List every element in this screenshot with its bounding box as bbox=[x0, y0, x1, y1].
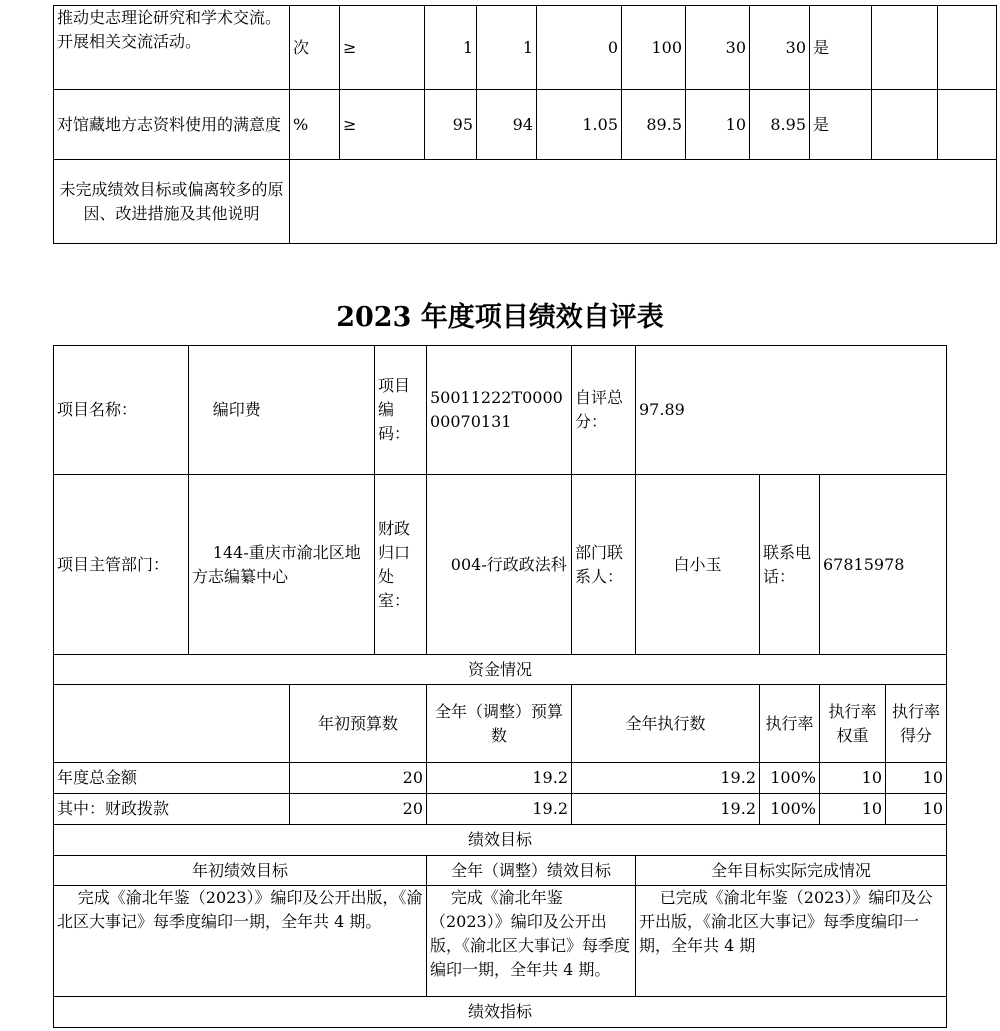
funds-row-label: 其中：财政拨款 bbox=[54, 794, 290, 825]
goals-header: 全年目标实际完成情况 bbox=[636, 856, 947, 886]
indicator-met: 是 bbox=[810, 90, 872, 160]
indicator-extra-2 bbox=[938, 90, 997, 160]
goals-header-row bbox=[54, 856, 947, 886]
funds-cell: 19.2 bbox=[572, 763, 760, 794]
project-name-value: 编印费 bbox=[189, 346, 375, 475]
indicator-actual: 94 bbox=[477, 90, 537, 160]
self-evaluation-table bbox=[53, 345, 947, 1028]
funds-header-row bbox=[54, 685, 947, 763]
funds-header: 执行率得分 bbox=[886, 685, 947, 763]
indicator-met: 是 bbox=[810, 6, 872, 90]
indicator-deviation: 1.05 bbox=[537, 90, 622, 160]
project-code-label: 项目编码： bbox=[375, 346, 427, 475]
indicator-actual: 1 bbox=[477, 6, 537, 90]
indicator-target: 1 bbox=[425, 6, 477, 90]
indicator-extra-2 bbox=[938, 6, 997, 90]
funds-cell: 100% bbox=[760, 763, 820, 794]
funds-row bbox=[54, 763, 947, 794]
funds-header-blank bbox=[54, 685, 290, 763]
reason-label: 未完成绩效目标或偏离较多的原因、改进措施及其他说明 bbox=[54, 160, 290, 244]
indicator-unit: % bbox=[290, 90, 340, 160]
department-label: 项目主管部门： bbox=[54, 475, 189, 655]
funds-cell: 20 bbox=[290, 794, 427, 825]
score-label: 自评总分： bbox=[572, 346, 636, 475]
funds-cell: 10 bbox=[820, 794, 886, 825]
indicator-score: 8.95 bbox=[750, 90, 810, 160]
funds-cell: 19.2 bbox=[427, 763, 572, 794]
goals-header: 全年（调整）绩效目标 bbox=[427, 856, 636, 886]
funds-section-title: 资金情况 bbox=[54, 655, 947, 685]
funds-section-row bbox=[54, 655, 947, 685]
indicator-weight: 30 bbox=[686, 6, 750, 90]
funds-header: 执行率 bbox=[760, 685, 820, 763]
contact-value: 白小玉 bbox=[636, 475, 760, 655]
goals-section-row bbox=[54, 825, 947, 856]
reason-value bbox=[290, 160, 997, 244]
funds-cell: 100% bbox=[760, 794, 820, 825]
phone-value: 67815978 bbox=[820, 475, 947, 655]
funds-cell: 20 bbox=[290, 763, 427, 794]
indicator-weight: 10 bbox=[686, 90, 750, 160]
funds-header: 全年（调整）预算数 bbox=[427, 685, 572, 763]
funds-cell: 10 bbox=[820, 763, 886, 794]
indicator-extra-1 bbox=[872, 90, 938, 160]
indicator-rate: 100 bbox=[622, 6, 686, 90]
department-info-row bbox=[54, 475, 947, 655]
goals-section-title: 绩效目标 bbox=[54, 825, 947, 856]
indicator-name: 对馆藏地方志资料使用的满意度 bbox=[54, 90, 290, 160]
funds-cell: 19.2 bbox=[572, 794, 760, 825]
project-info-row bbox=[54, 346, 947, 475]
contact-label: 部门联系人： bbox=[572, 475, 636, 655]
indicator-score: 30 bbox=[750, 6, 810, 90]
goal-actual: 已完成《渝北年鉴（2023）》编印及公开出版，《渝北区大事记》每季度编印一期，全年共 4 期 bbox=[636, 886, 947, 997]
indicator-operator: ≥ bbox=[340, 6, 425, 90]
finance-office-label: 财政归口处室： bbox=[375, 475, 427, 655]
department-value: 144-重庆市渝北区地方志编纂中心 bbox=[189, 475, 375, 655]
table-row bbox=[54, 6, 997, 90]
funds-header: 执行率权重 bbox=[820, 685, 886, 763]
project-name-label: 项目名称： bbox=[54, 346, 189, 475]
project-code-value: 50011222T000000070131 bbox=[427, 346, 572, 475]
page-title: 2023 年度项目绩效自评表 bbox=[336, 302, 664, 333]
funds-row bbox=[54, 794, 947, 825]
finance-office-value: 004-行政政法科 bbox=[427, 475, 572, 655]
indicator-rate: 89.5 bbox=[622, 90, 686, 160]
indicator-unit: 次 bbox=[290, 6, 340, 90]
funds-cell: 10 bbox=[886, 794, 947, 825]
funds-cell: 19.2 bbox=[427, 794, 572, 825]
indicators-section-row bbox=[54, 997, 947, 1028]
score-value: 97.89 bbox=[636, 346, 947, 475]
indicator-extra-1 bbox=[872, 6, 938, 90]
indicators-section-title: 绩效指标 bbox=[54, 997, 947, 1028]
goal-adjusted: 完成《渝北年鉴（2023）》编印及公开出版，《渝北区大事记》每季度编印一期，全年共 4 期。 bbox=[427, 886, 636, 997]
table-row bbox=[54, 90, 997, 160]
goal-initial: 完成《渝北年鉴（2023）》编印及公开出版，《渝北区大事记》每季度编印一期，全年共 4 期。 bbox=[54, 886, 427, 997]
funds-header: 全年执行数 bbox=[572, 685, 760, 763]
phone-label: 联系电话： bbox=[760, 475, 820, 655]
indicator-target: 95 bbox=[425, 90, 477, 160]
goals-header: 年初绩效目标 bbox=[54, 856, 427, 886]
indicator-operator: ≥ bbox=[340, 90, 425, 160]
indicator-deviation: 0 bbox=[537, 6, 622, 90]
funds-row-label: 年度总金额 bbox=[54, 763, 290, 794]
funds-cell: 10 bbox=[886, 763, 947, 794]
goals-content-row bbox=[54, 886, 947, 997]
indicator-table-continued bbox=[53, 5, 997, 244]
indicator-name: 推动史志理论研究和学术交流。开展相关交流活动。 bbox=[54, 6, 290, 90]
reason-row bbox=[54, 160, 997, 244]
funds-header: 年初预算数 bbox=[290, 685, 427, 763]
